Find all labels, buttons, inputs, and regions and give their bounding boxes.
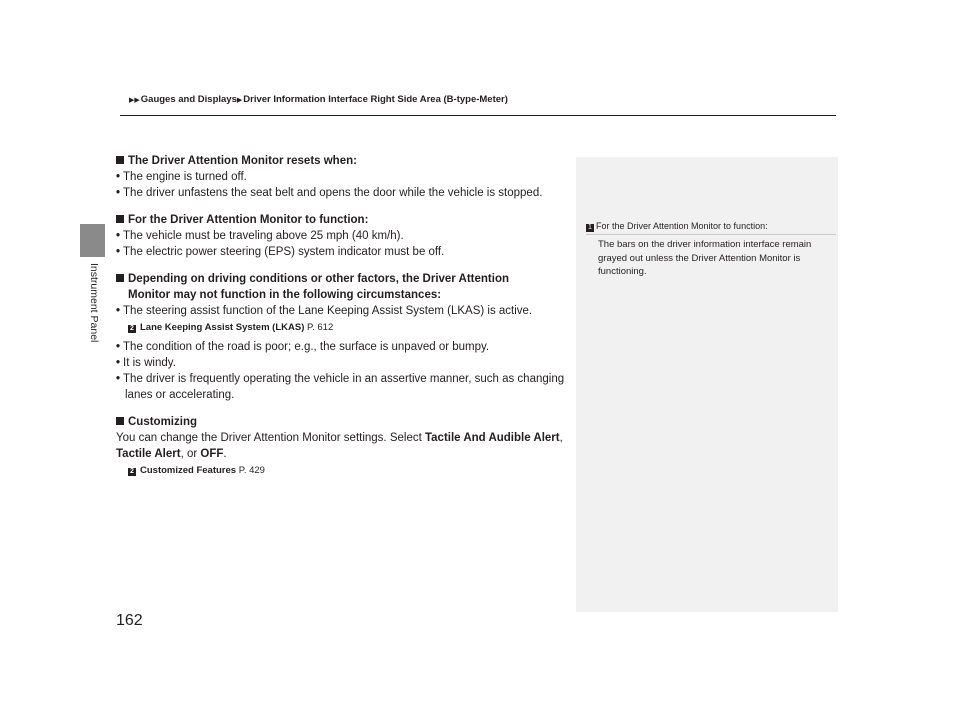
breadcrumb-arrow-icon: ▶▶: [129, 97, 140, 104]
breadcrumb: [129, 94, 508, 105]
section-heading-resets: The Driver Attention Monitor resets when:: [116, 153, 566, 169]
breadcrumb-arrow-icon: ▶: [236, 97, 243, 104]
square-bullet-icon: [116, 274, 124, 282]
reference-arrow-icon: 2: [128, 468, 136, 476]
list-item: • The vehicle must be traveling above 25 mph (40 km/h).: [116, 230, 404, 242]
note-rule: [586, 234, 836, 235]
list-item: • The condition of the road is poor; e.g., the surface is unpaved or bumpy.: [116, 341, 490, 353]
note-title: 1 For the Driver Attention Monitor to function:: [586, 221, 768, 232]
list-item: • It is windy.: [116, 357, 176, 369]
page-number: 162: [116, 612, 143, 629]
section-heading-customizing: Customizing: [116, 414, 566, 430]
list-item: • The electric power steering (EPS) system indicator must be off.: [116, 246, 445, 258]
reference-arrow-icon: 2: [128, 325, 136, 333]
chapter-label: Instrument Panel: [88, 263, 100, 343]
section-heading-conditions: Depending on driving conditions or other factors, the Driver Attention Monitor may not function in the following circumstances:: [116, 271, 566, 303]
cross-reference-lkas[interactable]: 2 Lane Keeping Assist System (LKAS) P. 612: [116, 320, 566, 336]
square-bullet-icon: [116, 156, 124, 164]
customizing-text: You can change the Driver Attention Monitor settings. Select Tactile And Audible Alert, Tactile Alert, or OFF.: [116, 432, 563, 460]
breadcrumb-item-gauges[interactable]: Gauges and Displays: [140, 94, 237, 105]
list-item: • The engine is turned off.: [116, 171, 247, 183]
square-bullet-icon: [116, 417, 124, 425]
chapter-tab: [80, 224, 105, 257]
main-content: [116, 153, 566, 482]
list-item: • The driver is frequently operating the vehicle in an assertive manner, such as changing lanes or accelerating.: [116, 373, 565, 401]
header-rule: [120, 115, 836, 116]
breadcrumb-item-current[interactable]: Driver Information Interface Right Side Area (B-type-Meter): [243, 94, 508, 105]
list-item: • The steering assist function of the Lane Keeping Assist System (LKAS) is active.: [116, 305, 533, 317]
note-body: The bars on the driver information interface remain grayed out unless the Driver Attention Monitor is functioning.: [598, 239, 812, 277]
square-bullet-icon: [116, 215, 124, 223]
cross-reference-customized[interactable]: 2 Customized Features P. 429: [116, 463, 566, 479]
note-number-icon: 1: [586, 224, 594, 232]
section-heading-function: For the Driver Attention Monitor to function:: [116, 212, 566, 228]
list-item: • The driver unfastens the seat belt and opens the door while the vehicle is stopped.: [116, 187, 543, 199]
